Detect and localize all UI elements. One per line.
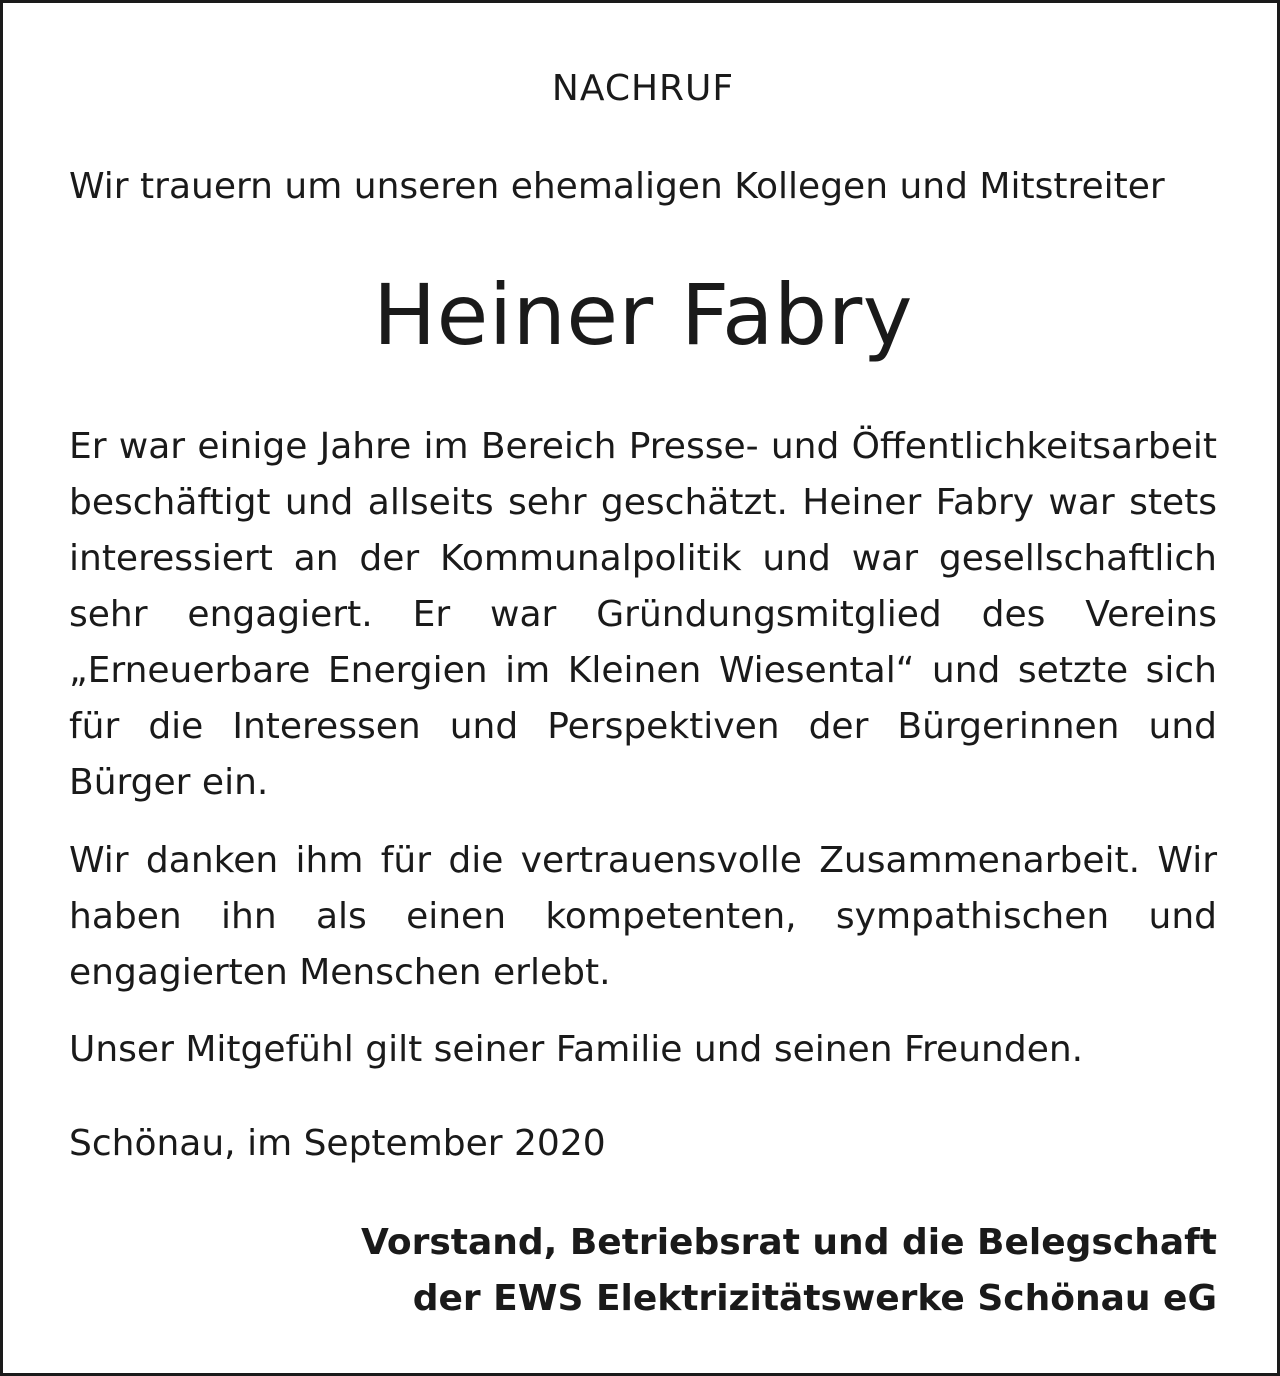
obituary-intro: Wir trauern um unseren ehemaligen Kollegen und Mitstreiter: [69, 166, 1165, 207]
signature-line-2: der EWS Elektrizitätswerke Schönau eG: [412, 1278, 1217, 1319]
obituary-paragraph-thanks: Wir danken ihm für die vertrauensvolle Zusammenarbeit. Wir haben ihn als einen kompetenten, sympathischen und engagierten Menschen erlebt.: [69, 840, 1217, 993]
obituary-paragraph-condolence: Unser Mitgefühl gilt seiner Familie und seinen Freunden.: [69, 1029, 1084, 1070]
obituary-heading: NACHRUF: [551, 68, 735, 109]
obituary-paragraph-career: Er war einige Jahre im Bereich Presse- und Öffentlichkeitsarbeit beschäftigt und allseits sehr geschätzt. Heiner Fabry war stets interessiert an der Kommunalpolitik und war gesellschaftlich sehr engagiert. Er war Gründungsmitglied des Vereins „Erneuerbare Energien im Kleinen Wiesental“ und setzte sich für die Interessen und Perspektiven der Bürgerinnen und Bürger ein.: [69, 426, 1217, 803]
signature-line-1: Vorstand, Betriebsrat und die Belegschaft: [360, 1222, 1217, 1263]
deceased-name: Heiner Fabry: [373, 266, 913, 364]
place-date: Schönau, im September 2020: [69, 1123, 606, 1164]
signature-block: [69, 1215, 1217, 1327]
